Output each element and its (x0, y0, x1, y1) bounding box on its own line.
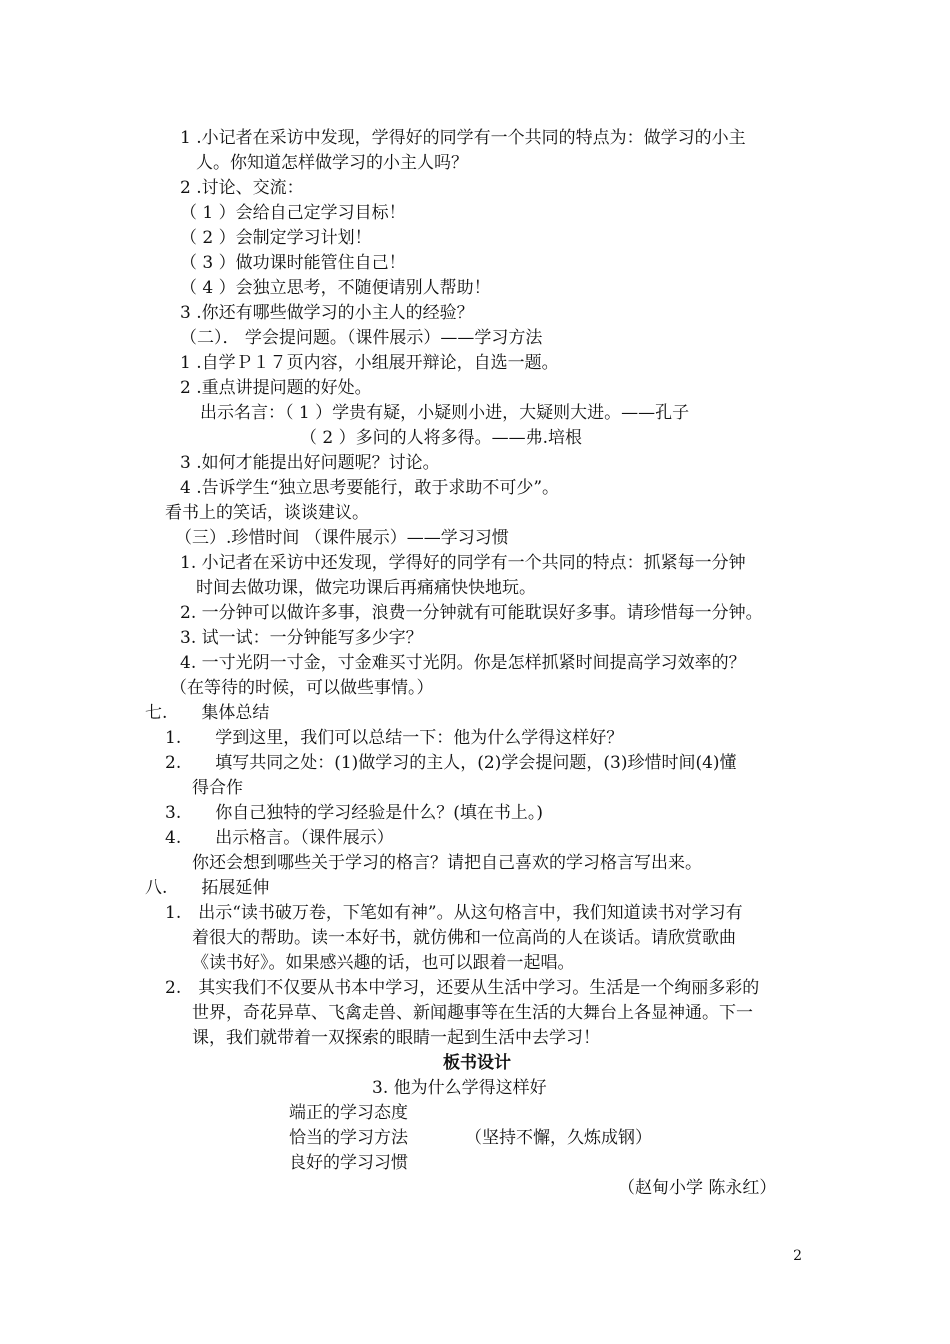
text-line: 世界，奇花异草、飞禽走兽、新闻趣事等在生活的大舞台上各显神通。下一 (192, 1003, 753, 1023)
text-line: （ 1 ）会给自己定学习目标！ (180, 203, 406, 223)
text-line: 你还会想到哪些关于学习的格言？请把自己喜欢的学习格言写出来。 (192, 853, 702, 873)
text-line: 2 .讨论、交流： (180, 178, 304, 198)
text-line: 2. 一分钟可以做许多事，浪费一分钟就有可能耽误好多事。请珍惜每一分钟。 (180, 603, 763, 623)
text-line: 看书上的笑话，谈谈建议。 (165, 503, 369, 523)
board-design-title: 板书设计 (443, 1053, 511, 1073)
author-signature: （赵甸小学 陈永红） (618, 1178, 777, 1198)
text-line: （在等待的时候，可以做些事情。） (170, 678, 434, 698)
text-line: （ 3 ）做功课时能管住自己！ (180, 253, 406, 273)
text-line: 出示名言：（ 1 ）学贵有疑，小疑则小进，大疑则大进。——孔子 (200, 403, 690, 423)
text-line: 4. 出示格言。（课件展示） (165, 828, 394, 848)
text-line: 着很大的帮助。读一本好书，就仿佛和一位高尚的人在谈话。请欣赏歌曲 (192, 928, 736, 948)
page-number: 2 (793, 1248, 802, 1264)
section-heading: 八. 拓展延伸 (145, 878, 270, 898)
text-line: 1. 小记者在采访中还发现，学得好的同学有一个共同的特点：抓紧每一分钟 (180, 553, 746, 573)
text-line: 2. 填写共同之处：(1)做学习的主人，(2)学会提问题，(3)珍惜时间(4)懂 (165, 753, 737, 773)
board-item: 恰当的学习方法 (289, 1128, 408, 1148)
text-line: 1. 学到这里，我们可以总结一下：他为什么学得这样好？ (165, 728, 624, 748)
section-heading: （三）.珍惜时间 （课件展示）——学习习惯 (175, 528, 509, 548)
text-line: 人。你知道怎样做学习的小主人吗？ (196, 153, 468, 173)
section-heading: 七. 集体总结 (145, 703, 270, 723)
text-line: 得合作 (192, 778, 243, 798)
text-line: 3. 试一试：一分钟能写多少字？ (180, 628, 423, 648)
board-item: 端正的学习态度 (289, 1103, 408, 1123)
text-line: 1 .小记者在采访中发现，学得好的同学有一个共同的特点为：做学习的小主 (180, 128, 746, 148)
text-line: （ 2 ）多问的人将多得。——弗.培根 (300, 428, 583, 448)
text-line: 时间去做功课，做完功课后再痛痛快快地玩。 (196, 578, 536, 598)
text-line: （ 2 ）会制定学习计划！ (180, 228, 372, 248)
text-line: 1 .自学Ｐ１７页内容，小组展开辩论，自选一题。 (180, 353, 559, 373)
text-line: 2. 其实我们不仅要从书本中学习，还要从生活中学习。生活是一个绚丽多彩的 (165, 978, 760, 998)
section-heading: （二）． 学会提问题。（课件展示）——学习方法 (180, 328, 543, 348)
board-note: （坚持不懈，久炼成钢） (465, 1128, 652, 1148)
text-line: 3 .如何才能提出好问题呢？讨论。 (180, 453, 440, 473)
text-line: 2 .重点讲提问题的好处。 (180, 378, 372, 398)
text-line: 1. 出示“读书破万卷，下笔如有神”。从这句格言中，我们知道读书对学习有 (165, 903, 743, 923)
text-line: （ 4 ）会独立思考，不随便请别人帮助！ (180, 278, 491, 298)
text-line: 3 .你还有哪些做学习的小主人的经验？ (180, 303, 474, 323)
text-line: 4 .告诉学生“独立思考要能行，敢于求助不可少”。 (180, 478, 560, 498)
text-line: 3. 你自己独特的学习经验是什么？(填在书上。) (165, 803, 543, 823)
board-design-subtitle: 3. 他为什么学得这样好 (372, 1078, 547, 1098)
text-line: 《读书好》。如果感兴趣的话，也可以跟着一起唱。 (192, 953, 575, 973)
text-line: 课，我们就带着一双探索的眼睛一起到生活中去学习！ (192, 1028, 600, 1048)
text-line: 4. 一寸光阴一寸金，寸金难买寸光阴。你是怎样抓紧时间提高学习效率的？ (180, 653, 746, 673)
board-item: 良好的学习习惯 (289, 1153, 408, 1173)
